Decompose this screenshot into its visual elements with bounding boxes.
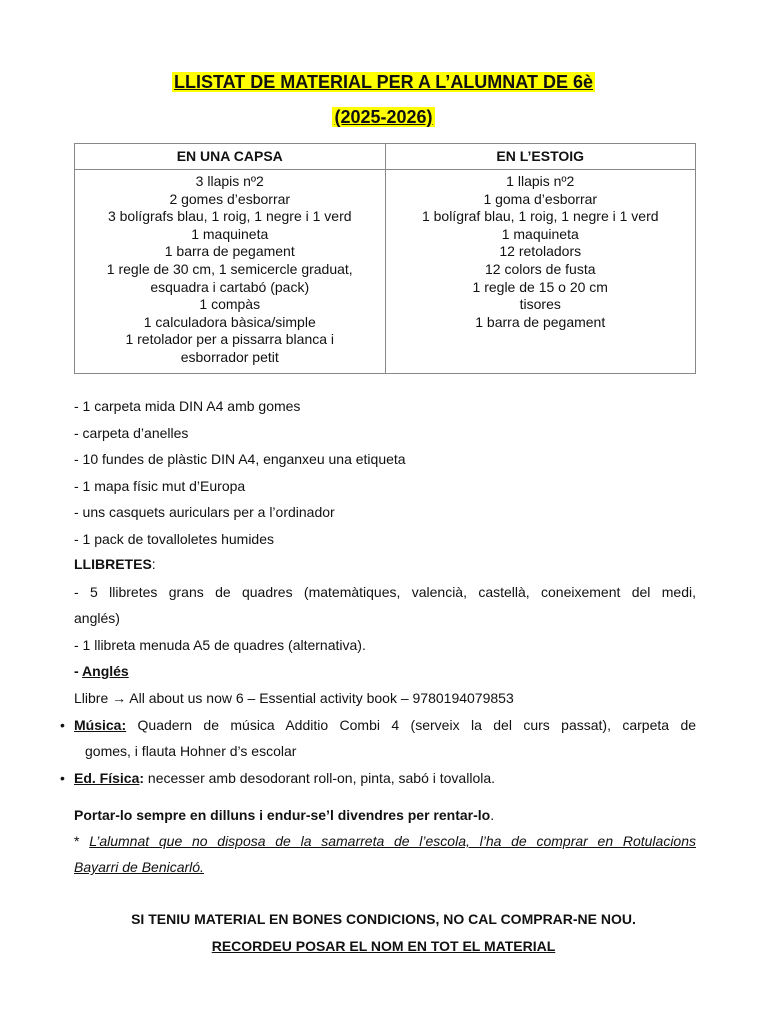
table-body-row <box>75 170 696 374</box>
list-item: 1 retolador per a pissarra blanca i <box>125 331 335 348</box>
musica-line-1 <box>74 716 696 734</box>
list-item: 12 retoladors <box>499 243 582 260</box>
note-text: L’alumnat que no disposa de la samarreta de l’escola, l’ha de comprar en Rotulacions <box>89 833 697 849</box>
edfisica-label: Ed. Física <box>74 770 140 786</box>
document-title-text: LLISTAT DE MATERIAL PER A L’ALUMNAT DE 6è <box>173 72 593 92</box>
list-item: 12 colors de fusta <box>484 260 596 277</box>
llibretes-item-1-cont: anglés) <box>74 610 120 626</box>
angles-label: Anglés <box>82 663 129 679</box>
materials-table <box>74 143 696 374</box>
header-pencil-case: EN L’ESTOIG <box>385 144 696 170</box>
list-item: - 1 carpeta mida DIN A4 amb gomes <box>74 398 301 414</box>
llibretes-item-2: - 1 llibreta menuda A5 de quadres (alternativa). <box>74 637 366 653</box>
angles-dash: - <box>74 663 83 679</box>
list-item: - 1 mapa físic mut d’Europa <box>74 478 246 494</box>
llibretes-colon: : <box>151 556 156 572</box>
musica-label: Música: <box>74 717 127 733</box>
portar-text: Portar-lo sempre en dilluns i endur-se’l divendres per rentar-lo <box>74 807 491 823</box>
list-item: 1 llapis nº2 <box>506 173 575 189</box>
school-year <box>0 106 767 128</box>
musica-text: Quadern de música Additio Combi 4 (serveix la del curs passat), carpeta de <box>137 717 697 733</box>
list-item: - uns casquets auriculars per a l’ordinador <box>74 504 335 520</box>
list-item: esborrador petit <box>180 348 279 365</box>
bullet-icon: • <box>60 770 65 786</box>
portar-line <box>74 806 696 824</box>
list-item: 1 maquineta <box>191 225 269 242</box>
angles-heading <box>74 662 696 680</box>
note-line-2: Bayarri de Benicarló. <box>74 859 204 875</box>
list-item: - carpeta d’anelles <box>74 425 189 441</box>
list-item: - 10 fundes de plàstic DIN A4, enganxeu una etiqueta <box>74 451 406 467</box>
portar-dot: . <box>490 807 495 823</box>
pencil-case-items-cell <box>385 170 696 374</box>
school-year-text: (2025-2026) <box>334 107 433 127</box>
edfisica-text: necesser amb desodorant roll-on, pinta, sabó i tovallola. <box>147 770 496 786</box>
llibretes-item-1: - 5 llibretes grans de quadres (matemàtiques, valencià, castellà, coneixement del medi, <box>74 584 696 600</box>
edfisica-colon: : <box>139 770 145 786</box>
note-star: * <box>74 833 80 849</box>
list-item: 1 regle de 15 o 20 cm <box>472 278 608 295</box>
list-item: 1 calculadora bàsica/simple <box>143 313 316 330</box>
list-item: - 1 pack de tovalloletes humides <box>74 531 274 547</box>
edfisica-line <box>74 769 696 787</box>
list-item: 1 maquineta <box>501 225 579 242</box>
list-item: 3 bolígrafs blau, 1 roig, 1 negre i 1 verd <box>107 208 352 225</box>
musica-line-2: gomes, i flauta Hohner d’s escolar <box>85 743 297 759</box>
bullet-icon: • <box>60 717 65 733</box>
note-line-1 <box>74 832 696 850</box>
list-item: 3 llapis nº2 <box>195 173 264 189</box>
list-item: esquadra i cartabó (pack) <box>150 278 310 295</box>
footer-line-2 <box>0 937 767 955</box>
footer-line-1: SI TENIU MATERIAL EN BONES CONDICIONS, NO CAL COMPRAR-NE NOU. <box>131 911 636 927</box>
list-item: 1 barra de pegament <box>164 243 295 260</box>
list-item: 1 barra de pegament <box>475 313 606 330</box>
list-item: 1 bolígraf blau, 1 roig, 1 negre i 1 verd <box>421 208 659 225</box>
footer-line-2-text: RECORDEU POSAR EL NOM EN TOT EL MATERIAL <box>211 938 556 954</box>
list-item: 1 compàs <box>199 296 261 313</box>
angles-book: Llibre → All about us now 6 – Essential activity book – 9780194079853 <box>74 690 514 706</box>
list-item: 1 regle de 30 cm, 1 semicercle graduat, <box>106 260 353 277</box>
box-items-cell <box>75 170 386 374</box>
document-title <box>0 71 767 93</box>
header-box: EN UNA CAPSA <box>75 144 386 170</box>
llibretes-heading <box>74 555 696 573</box>
list-item: 1 goma d’esborrar <box>483 190 598 207</box>
table-header-row <box>75 144 696 170</box>
llibretes-label: LLIBRETES <box>74 556 152 572</box>
list-item: 2 gomes d’esborrar <box>169 190 291 207</box>
list-item: tisores <box>519 296 561 313</box>
